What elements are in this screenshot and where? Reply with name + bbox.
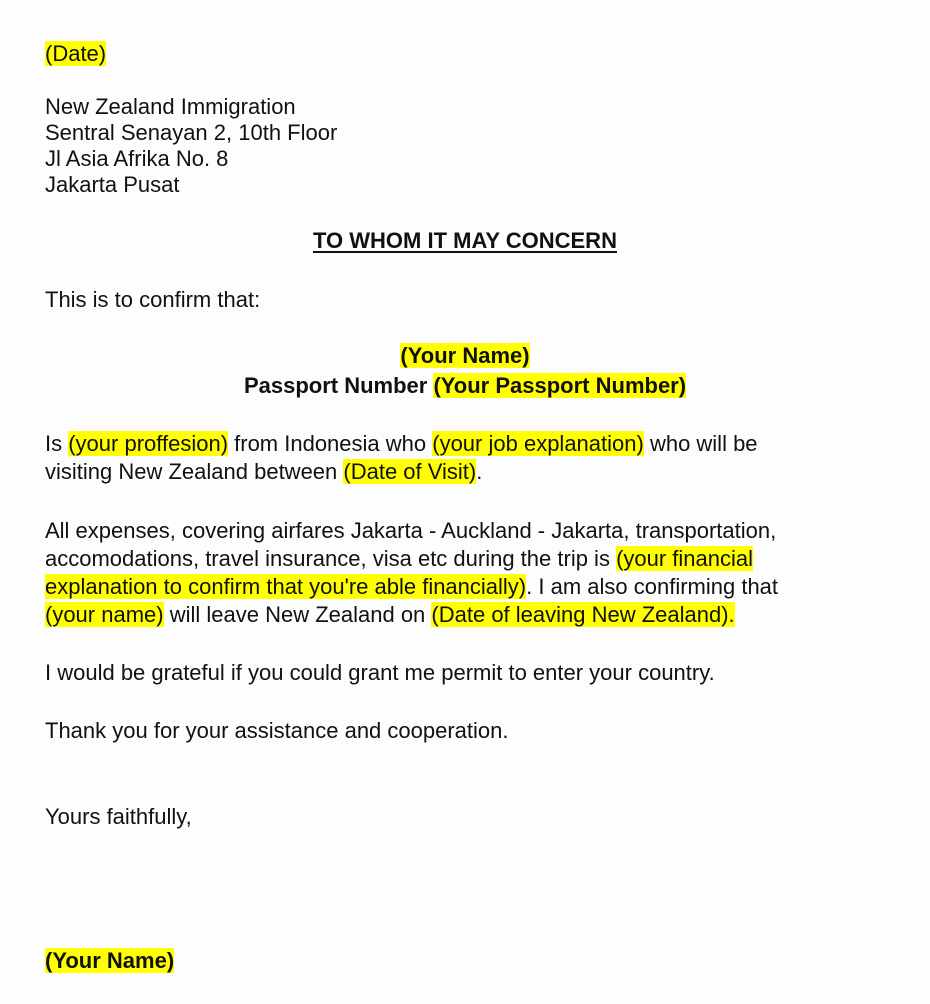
heading-text: TO WHOM IT MAY CONCERN: [313, 228, 617, 253]
date-of-visit-placeholder: (Date of Visit): [343, 459, 477, 484]
paragraph-thanks: Thank you for your assistance and cooperation.: [45, 718, 509, 743]
signature-placeholder: (Your Name): [45, 948, 175, 973]
text-span: visiting New Zealand between: [45, 459, 344, 484]
closing-line: Yours faithfully,: [45, 804, 192, 829]
address-line: New Zealand Immigration: [45, 94, 296, 119]
text-span: who will be: [643, 431, 758, 456]
signature-line: [45, 948, 910, 974]
address-line: Jakarta Pusat: [45, 172, 180, 197]
intro-line: This is to confirm that:: [45, 287, 261, 312]
paragraph-request: I would be grateful if you could grant me permit to enter your country.: [45, 660, 715, 685]
text-span: will leave New Zealand on: [163, 602, 432, 627]
applicant-name-placeholder: (Your Name): [400, 343, 530, 368]
your-name-placeholder: (your name): [45, 602, 164, 627]
applicant-details: [0, 343, 930, 403]
job-explanation-placeholder: (your job explanation): [432, 431, 644, 456]
financial-placeholder: explanation to confirm that you're able financially): [45, 574, 527, 599]
text-span: accomodations, travel insurance, visa etc during the trip is: [45, 546, 617, 571]
passport-placeholder: (Your Passport Number): [433, 373, 687, 398]
address-line: Jl Asia Afrika No. 8: [45, 146, 229, 171]
passport-label: Passport Number: [243, 373, 434, 398]
text-span: from Indonesia who: [228, 431, 433, 456]
text-span: Is: [45, 431, 69, 456]
recipient-address: [45, 94, 910, 198]
paragraph-expenses: [45, 518, 910, 630]
text-span: .: [476, 459, 483, 484]
letter-heading: [0, 228, 930, 254]
paragraph-profession: [45, 431, 910, 487]
text-span: . I am also confirming that: [526, 574, 779, 599]
text-span: All expenses, covering airfares Jakarta - Auckland - Jakarta, transportation,: [45, 518, 777, 543]
financial-placeholder: (your financial: [616, 546, 754, 571]
date-placeholder: (Date): [45, 41, 107, 66]
leaving-date-placeholder: (Date of leaving New Zealand).: [431, 602, 735, 627]
date-line: [45, 41, 910, 67]
address-line: Sentral Senayan 2, 10th Floor: [45, 120, 338, 145]
profession-placeholder: (your proffesion): [68, 431, 229, 456]
